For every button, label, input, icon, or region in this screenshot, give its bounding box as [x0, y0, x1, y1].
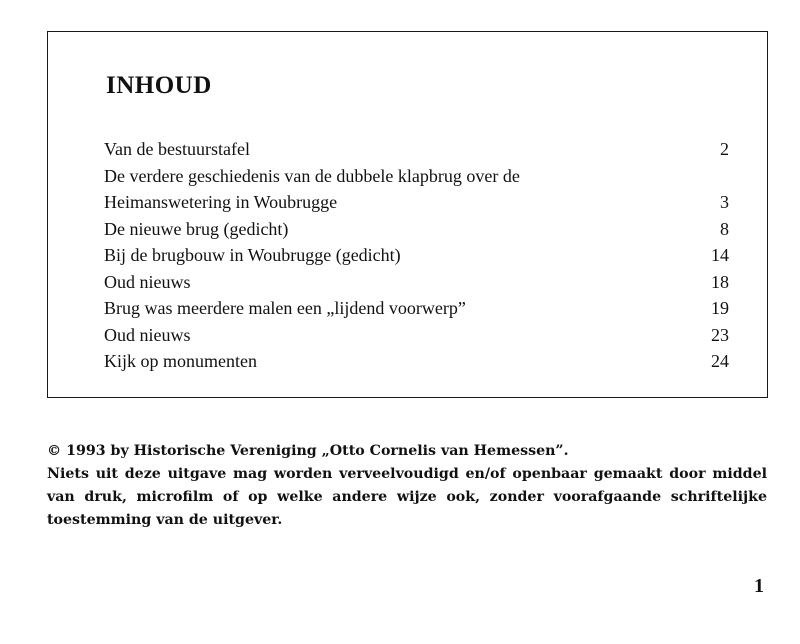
toc-entry-page: 8 [720, 218, 729, 239]
copyright-line: © 1993 by Historische Vereniging „Otto Cornelis van Hemessen”. [47, 443, 569, 459]
toc-entry-title: Heimanswetering in Woubrugge [104, 192, 338, 212]
toc-title: INHOUD [106, 72, 212, 99]
toc-entry-title: Bij de brugbouw in Woubrugge (gedicht) [104, 245, 401, 265]
toc-entry [104, 322, 729, 349]
page-number: 1 [754, 575, 764, 597]
toc-entry-title: Kijk op monumenten [104, 351, 257, 371]
toc-entry-page: 23 [711, 324, 729, 345]
toc-entry-page: 24 [711, 351, 729, 371]
toc-entry-page: 19 [711, 298, 729, 318]
toc-entry-title: De verdere geschiedenis van de dubbele klapbrug over de [104, 165, 520, 186]
toc-entry [104, 295, 729, 322]
toc-entry [104, 136, 729, 163]
toc-entry-page: 18 [711, 271, 729, 292]
toc-entry-title: Van de bestuurstafel [104, 139, 250, 159]
toc-entry [104, 189, 729, 216]
toc-entry-title: De nieuwe brug (gedicht) [104, 218, 289, 239]
copyright-notice [47, 440, 767, 532]
toc-entry [104, 163, 729, 190]
toc-entry-title: Brug was meerdere malen een „lijdend voorwerp” [104, 298, 466, 318]
toc-entry-page: 3 [720, 192, 729, 212]
toc-entry-page: 2 [720, 139, 729, 159]
toc-entry-page: 14 [711, 245, 729, 265]
toc-entry [104, 216, 729, 243]
toc-entry-title: Oud nieuws [104, 324, 191, 345]
toc-entry-title: Oud nieuws [104, 271, 191, 292]
table-of-contents-box [47, 31, 768, 398]
toc-entry [104, 348, 729, 375]
reproduction-notice: Niets uit deze uitgave mag worden verveelvoudigd en/of openbaar gemaakt door middel van druk, microfilm of op welke andere wijze ook, zonder voorafgaande schriftelijke toestemming van de uitgever. [47, 466, 767, 528]
toc-entry [104, 242, 729, 269]
toc-entry [104, 269, 729, 296]
toc-list [104, 136, 729, 375]
